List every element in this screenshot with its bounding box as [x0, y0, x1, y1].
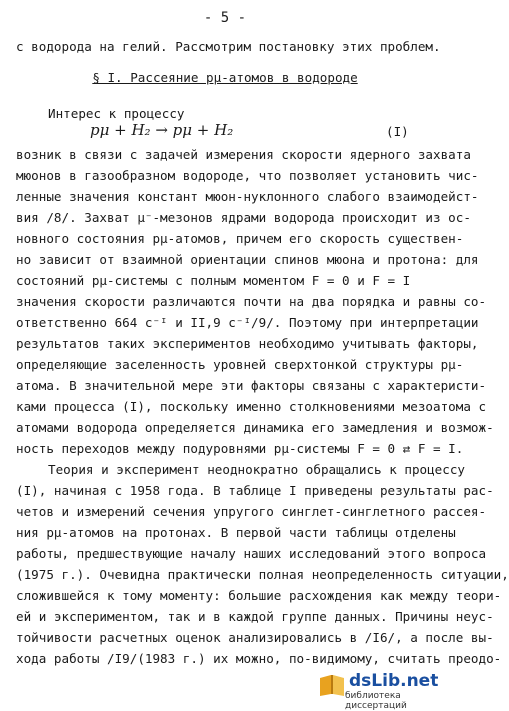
text-line: вия /8/. Захват μ⁻-мезонов ядрами водорода происходит из ос-: [16, 210, 471, 225]
book-logo-icon: [317, 672, 347, 698]
page-number: - 5 -: [203, 10, 247, 26]
text-line: результатов таких экспериментов необходимо учитывать факторы,: [16, 336, 479, 351]
text-line: ленные значения констант мюон-нуклонного слабого взаимодейст-: [16, 189, 479, 204]
text-line: (I), начиная с 1958 года. В таблице I приведены результаты рас-: [16, 483, 494, 498]
text-line: ответственно 664 с⁻ᴵ и II,9 с⁻ᴵ/9/. Поэтому при интерпретации: [16, 315, 479, 330]
text-line: ей и экспериментом, так и в каждой группе данных. Причины неус-: [16, 609, 494, 624]
text-line: хода работы /I9/(1983 г.) их можно, по-видимому, считать преодо-: [16, 651, 502, 666]
text-line: значения скорости различаются почти на два порядка и равны со-: [16, 294, 487, 309]
section-title: § I. Рассеяние pμ-атомов в водороде: [92, 70, 358, 85]
text-line: (1975 г.). Очевидна практически полная неопределенность ситуации,: [16, 567, 509, 582]
text-line: ность переходов между подуровнями pμ-системы F = 0 ⇄ F = I.: [16, 441, 464, 456]
equation: pμ + H₂ → pμ + H₂: [90, 121, 234, 139]
text-line: ками процесса (I), поскольку именно столкновениями мезоатома с: [16, 399, 487, 414]
text-line: с водорода на гелий. Рассмотрим постановку этих проблем.: [16, 39, 441, 54]
text-line: четов и измерений сечения упругого синглет-синглетного рассея-: [16, 504, 487, 519]
text-line: ния pμ-атомов на протонах. В первой части таблицы отделены: [16, 525, 456, 540]
text-line: новного состояния pμ-атомов, причем его скорость существен-: [16, 231, 464, 246]
text-line: тойчивости расчетных оценок анализировались в /I6/, а после вы-: [16, 630, 494, 645]
text-line: возник в связи с задачей измерения скорости ядерного захвата: [16, 147, 471, 162]
text-line: Теория и эксперимент неоднократно обращались к процессу: [48, 462, 466, 477]
text-line: состояний pμ-системы с полным моментом F = 0 и F = I: [16, 273, 411, 288]
text-line: атомами водорода определяется динамика его замедления и возмож-: [16, 420, 494, 435]
watermark-brand: dsLib.net: [349, 671, 439, 691]
text-line: сложившейся к тому моменту: большие расхождения как между теори-: [16, 588, 502, 603]
equation-number: (I): [386, 124, 409, 139]
text-line: атома. В значительной мере эти факторы связаны с характеристи-: [16, 378, 487, 393]
dslib-watermark: [317, 671, 442, 711]
text-line: Интерес к процессу: [48, 106, 185, 121]
text-line: определяющие заселенность уровней сверхтонкой структуры pμ-: [16, 357, 464, 372]
watermark-subtitle: библиотека диссертаций: [345, 691, 407, 711]
text-line: мюонов в газообразном водороде, что позволяет установить чис-: [16, 168, 479, 183]
text-line: но зависит от взаимной ориентации спинов мюона и протона: для: [16, 252, 479, 267]
text-line: работы, предшествующие началу наших исследований этого вопроса: [16, 546, 487, 561]
